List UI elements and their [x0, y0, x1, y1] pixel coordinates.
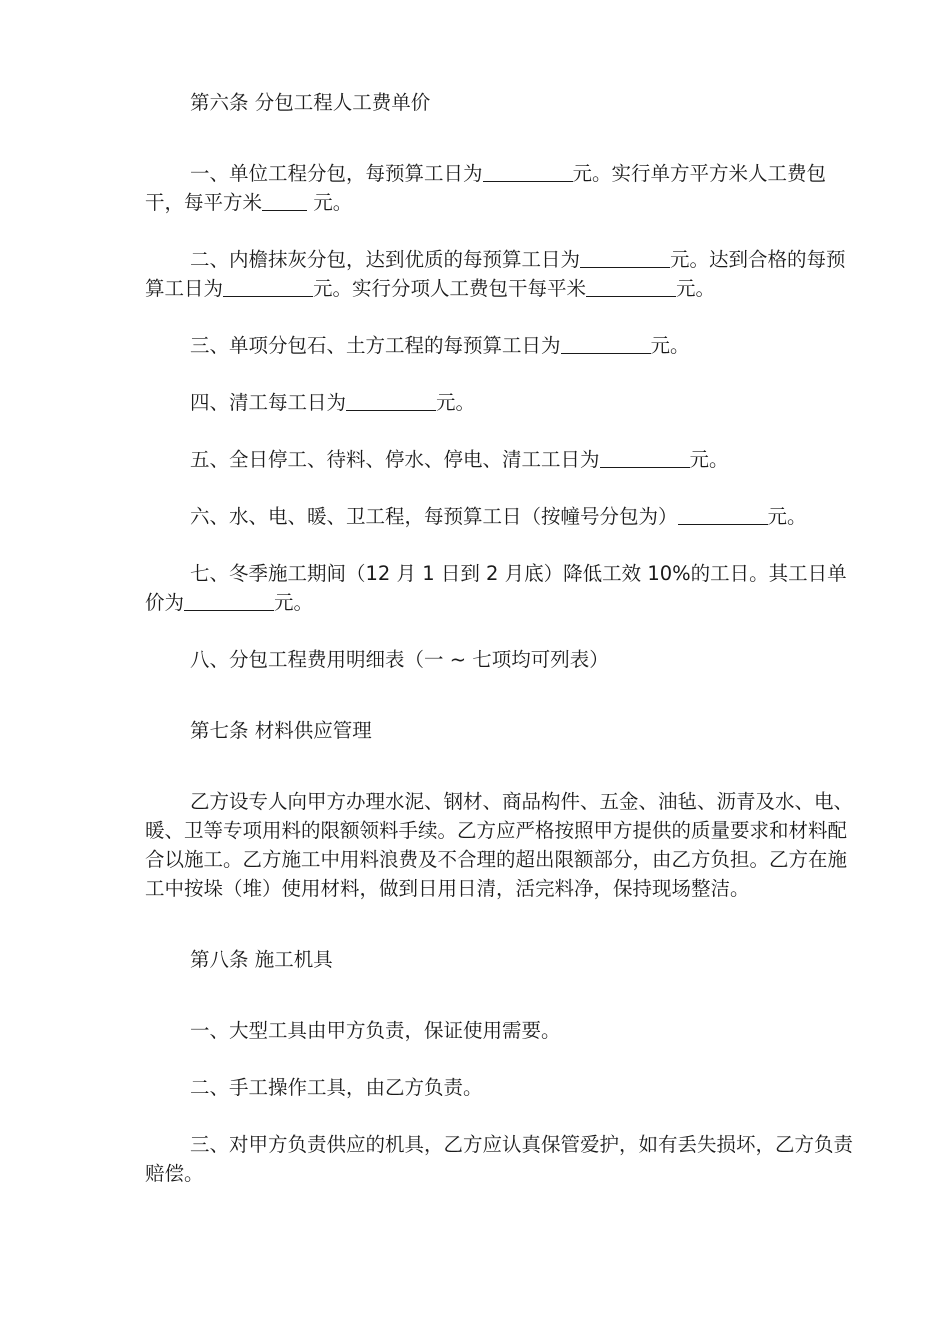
blank-line: [580, 245, 670, 268]
section-6-title: 第六条 分包工程人工费单价: [190, 91, 431, 114]
section-8-item-2: 二、手工操作工具，由乙方负责。: [190, 1076, 483, 1099]
section-6-item-7: 七、冬季施工期间（12 月 1 日到 2 月底）降低工效 10%的工日。其工日单价为 元。: [145, 562, 847, 614]
section-6-item-6: 六、水、电、暖、卫工程，每预算工日（按幢号分包为） 元。: [145, 502, 860, 531]
section-6-item-2: 二、内檐抹灰分包，达到优质的每预算工日为 元。达到合格的每预算工日为 元。实行分项人工费包干每平米 元。: [145, 245, 860, 303]
section-6-item-8: 八、分包工程费用明细表（一 ~ 七项均可列表）: [190, 648, 609, 671]
section-6-item-4: 四、清工每工日为 元。: [145, 388, 860, 417]
blank-line: [483, 159, 573, 182]
blank-line: [561, 331, 651, 354]
blank-line: [586, 274, 676, 297]
section-7-title: 第七条 材料供应管理: [190, 719, 372, 742]
blank-line: [184, 588, 274, 611]
section-6-item-5: 五、全日停工、待料、停水、停电、清工工日为 元。: [145, 445, 860, 474]
blank-line: [678, 502, 768, 525]
section-6-item-3: 三、单项分包石、土方工程的每预算工日为 元。: [145, 331, 860, 360]
section-8-item-3: 三、对甲方负责供应的机具，乙方应认真保管爱护，如有丢失损坏，乙方负责赔偿。: [145, 1133, 854, 1185]
blank-line: [262, 188, 307, 211]
section-8-item-1: 一、大型工具由甲方负责，保证使用需要。: [190, 1019, 561, 1042]
blank-line: [600, 445, 690, 468]
blank-line: [346, 388, 436, 411]
section-8-title: 第八条 施工机具: [190, 948, 333, 971]
blank-line: [223, 274, 313, 297]
section-7-body: 乙方设专人向甲方办理水泥、钢材、商品构件、五金、油毡、沥青及水、电、暖、卫等专项用料的限额领料手续。乙方应严格按照甲方提供的质量要求和材料配合以施工。乙方施工中用料浪费及不合理的超出限额部分，由乙方负担。乙方在施工中按垛（堆）使用材料，做到日用日清，活完料净，保持现场整洁。: [145, 790, 854, 900]
section-6-item-1: 一、单位工程分包，每预算工日为 元。实行单方平方米人工费包干，每平方米 元。: [145, 159, 860, 217]
